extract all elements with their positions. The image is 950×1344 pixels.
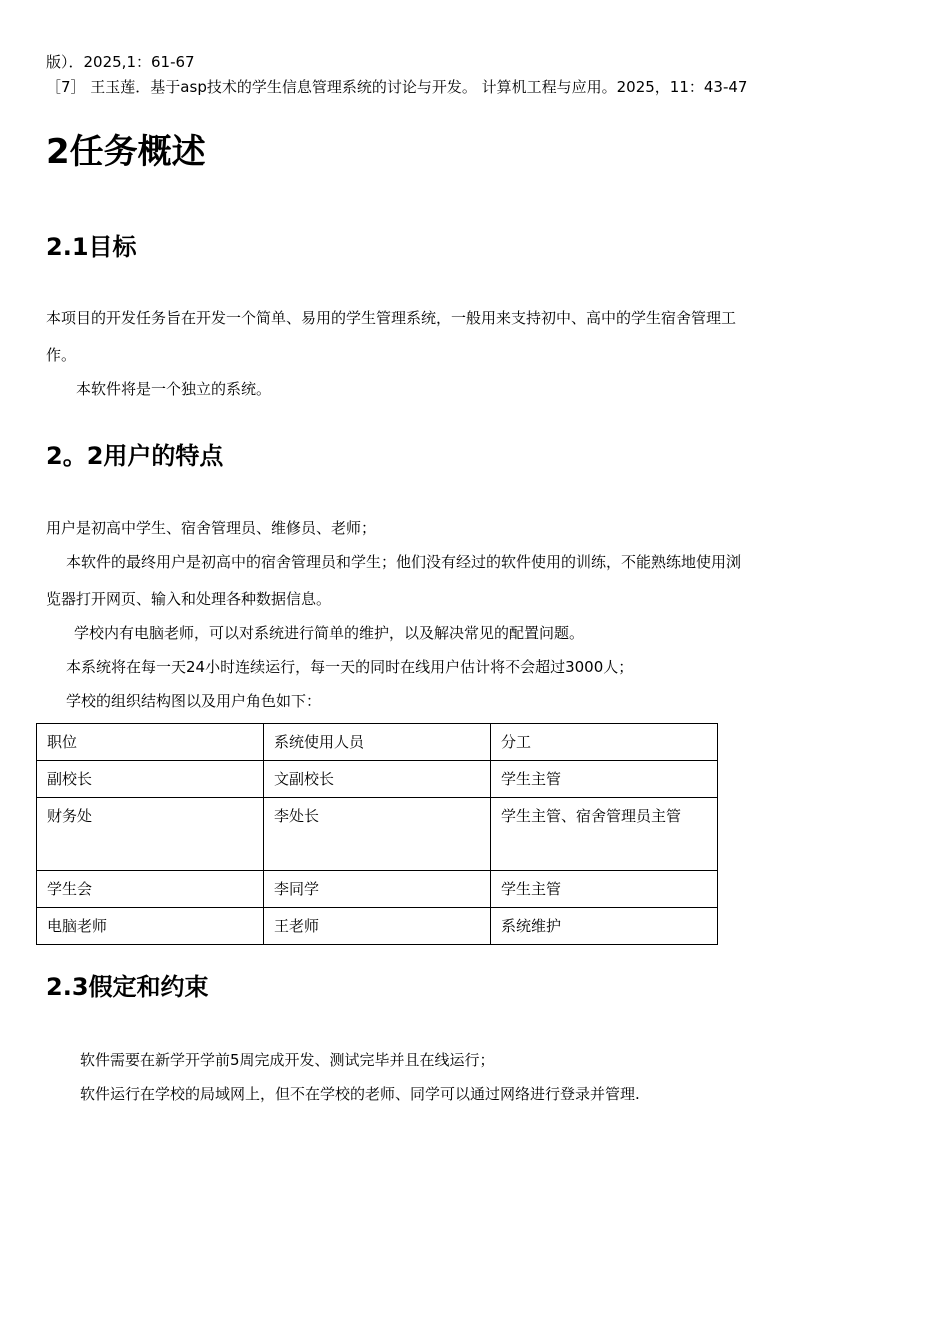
paragraph-end-users-line2: 览器打开网页、输入和处理各种数据信息。 (46, 590, 332, 608)
roles-table (36, 723, 718, 945)
table-cell: 李同学 (264, 871, 491, 908)
table-cell: 财务处 (37, 798, 264, 871)
paragraph-users: 用户是初高中学生、宿舍管理员、维修员、老师； (46, 519, 377, 537)
table-row (37, 908, 718, 945)
table-header-cell: 分工 (491, 724, 718, 761)
table-header-cell: 系统使用人员 (264, 724, 491, 761)
table-header-row (37, 724, 718, 761)
table-row (37, 871, 718, 908)
table-cell: 学生主管 (491, 761, 718, 798)
paragraph-uptime: 本系统将在每一天24小时连续运行，每一天的同时在线用户估计将不会超过3000人； (66, 658, 634, 676)
reference-7: ［7］ 王玉莲．基于asp技术的学生信息管理系统的讨论与开发。 计算机工程与应用。2025，11：43-47 (46, 78, 748, 96)
table-row (37, 798, 718, 871)
paragraph-computer-teacher: 学校内有电脑老师，可以对系统进行简单的维护，以及解决常见的配置问题。 (74, 624, 585, 642)
table-header-cell: 职位 (37, 724, 264, 761)
table-cell: 学生会 (37, 871, 264, 908)
table-cell: 文副校长 (264, 761, 491, 798)
section-heading-2-2: 2。2用户的特点 (46, 442, 224, 470)
table-cell: 系统维护 (491, 908, 718, 945)
paragraph-goal-line2: 作。 (46, 346, 77, 364)
paragraph-goal-line1: 本项目的开发任务旨在开发一个简单、易用的学生管理系统，一般用来支持初中、高中的学生宿舍管理工 (46, 309, 737, 327)
table-cell: 电脑老师 (37, 908, 264, 945)
table-cell: 学生主管 (491, 871, 718, 908)
section-heading-2-3: 2.3假定和约束 (46, 973, 209, 1001)
paragraph-schedule-constraint: 软件需要在新学开学前5周完成开发、测试完毕并且在线运行； (80, 1051, 495, 1069)
table-cell: 副校长 (37, 761, 264, 798)
reference-line-continuation: 版）．2025,1：61-67 (46, 53, 195, 71)
table-row (37, 761, 718, 798)
table-cell: 学生主管、宿舍管理员主管 (491, 798, 718, 871)
table-cell: 李处长 (264, 798, 491, 871)
paragraph-independent-system: 本软件将是一个独立的系统。 (76, 380, 272, 398)
paragraph-org-structure: 学校的组织结构图以及用户角色如下： (66, 692, 322, 710)
paragraph-network-constraint: 软件运行在学校的局域网上，但不在学校的老师、同学可以通过网络进行登录并管理. (80, 1085, 640, 1103)
table-cell: 王老师 (264, 908, 491, 945)
paragraph-end-users-line1: 本软件的最终用户是初高中的宿舍管理员和学生；他们没有经过的软件使用的训练，不能熟练地使用浏 (66, 553, 742, 571)
chapter-title: 2任务概述 (46, 132, 206, 172)
section-heading-2-1: 2.1目标 (46, 233, 137, 261)
